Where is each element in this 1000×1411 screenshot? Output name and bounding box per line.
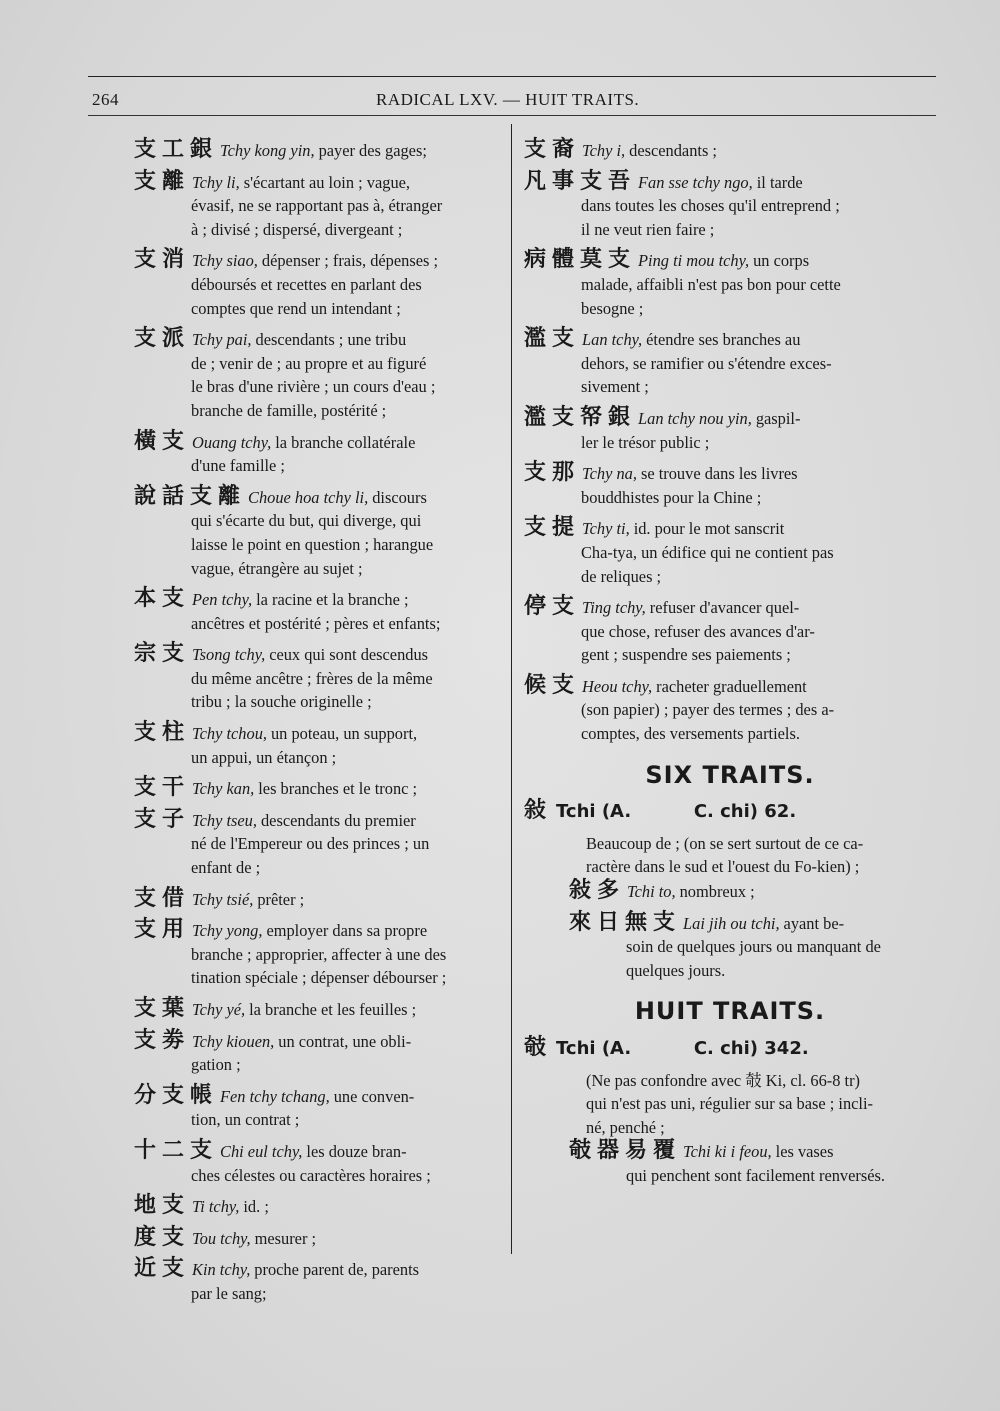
romanization: Chi eul tchy, <box>220 1141 303 1161</box>
headword-characters: 病體莫支 <box>524 247 637 273</box>
definition-continuation: vague, étrangère au sujet ; <box>191 558 363 578</box>
dictionary-entry <box>134 587 502 635</box>
entry-first-line <box>524 406 936 431</box>
romanization: Tchy i, <box>582 141 626 160</box>
entry-first-line <box>134 138 502 163</box>
romanization: Tchy na, <box>582 464 637 484</box>
definition-line: qui n'est pas uni, régulier sur sa base ; incli- <box>586 1094 873 1114</box>
dictionary-entry <box>134 327 502 422</box>
entry-first-line <box>134 430 502 455</box>
definition-continuation: ancêtres et postérité ; pères et enfants; <box>191 613 441 633</box>
definition-continuation: besogne ; <box>581 298 644 318</box>
section-heading-huit-traits: HUIT TRAITS. <box>634 997 826 1026</box>
definition-text: se trouve dans les livres <box>640 464 798 484</box>
definition-text: mesurer ; <box>254 1228 317 1248</box>
headword-characters: 支葉 <box>134 996 191 1021</box>
headword-characters: 說話支離 <box>134 483 247 509</box>
headword-characters: 橫支 <box>134 428 191 454</box>
dictionary-entry <box>134 430 502 478</box>
definition-text: ceux qui sont descendus <box>269 645 429 665</box>
headword-characters: 十二支 <box>134 1137 219 1163</box>
dictionary-entry <box>134 1029 502 1077</box>
definition-continuation: Cha-tya, un édifice qui ne contient pas <box>581 542 834 562</box>
entry-first-line <box>134 997 502 1022</box>
dictionary-entry <box>134 642 502 714</box>
header-rule <box>88 115 936 116</box>
headword-characters: 支派 <box>134 326 191 352</box>
definition-text: discours <box>372 487 427 507</box>
dictionary-entry <box>134 1084 502 1132</box>
definition-continuation: ches célestes ou caractères horaires ; <box>191 1165 431 1185</box>
column-divider <box>511 124 512 1254</box>
definition-continuation: qui s'écarte du but, qui diverge, qui <box>191 511 422 531</box>
definition-continuation: du même ancêtre ; frères de la même <box>191 668 433 688</box>
definition-continuation: quelques jours. <box>626 960 726 980</box>
headword-characters: 支柱 <box>134 720 191 746</box>
definition-text: étendre ses branches au <box>646 330 801 350</box>
definition-text: prêter ; <box>257 889 305 909</box>
definition-text: gaspil- <box>755 408 801 428</box>
dictionary-entry <box>134 1139 502 1187</box>
romanization: Tchy siao, <box>192 251 258 271</box>
radical-reading: Tchi (A. C. chi) 62. <box>556 801 797 823</box>
romanization: Heou tchy, <box>582 676 653 696</box>
definition-text: nombreux ; <box>679 882 755 902</box>
dictionary-entry <box>524 248 936 320</box>
dictionary-entry <box>134 887 502 912</box>
entry-first-line <box>524 327 936 352</box>
dictionary-entry <box>524 674 936 746</box>
entry-first-line <box>524 674 936 699</box>
headword-characters: 停支 <box>524 594 581 620</box>
definition-continuation: à ; divisé ; dispersé, divergeant ; <box>191 219 403 239</box>
headword-characters: 度支 <box>134 1224 191 1250</box>
definition-continuation: le bras d'une rivière ; un cours d'eau ; <box>191 377 436 397</box>
dictionary-entry <box>524 516 936 588</box>
radical-definition <box>524 1069 936 1140</box>
dictionary-entry <box>524 879 936 904</box>
headword-characters: 支裔 <box>524 137 581 162</box>
definition-continuation: de ; venir de ; au propre et au figuré <box>191 353 427 373</box>
romanization: Fan sse tchy ngo, <box>638 172 753 192</box>
entry-first-line <box>134 1139 502 1164</box>
top-rule <box>88 76 936 77</box>
entry-first-line <box>134 776 502 801</box>
dictionary-entry <box>134 997 502 1022</box>
romanization: Tchy kong yin, <box>220 141 315 160</box>
definition-text: refuser d'avancer quel- <box>649 598 800 618</box>
headword-characters: 近支 <box>134 1256 191 1282</box>
romanization: Kin tchy, <box>192 1260 251 1280</box>
headword-characters: 濫支 <box>524 326 581 352</box>
headword-characters: 凡事支吾 <box>524 168 637 194</box>
definition-text: descendants ; <box>629 141 717 160</box>
entry-first-line <box>569 1139 936 1164</box>
definition-text: s'écartant au loin ; vague, <box>243 172 411 192</box>
headword-characters: 敍多 <box>569 878 626 904</box>
dictionary-entry <box>524 595 936 667</box>
dictionary-entry <box>134 170 502 242</box>
entry-first-line <box>134 1257 502 1282</box>
definition-text: les vases <box>775 1142 834 1162</box>
dictionary-entry <box>524 406 936 454</box>
headword-characters: 分支帳 <box>134 1082 219 1108</box>
definition-text: une conven- <box>333 1086 415 1106</box>
dictionary-entry <box>134 138 502 163</box>
romanization: Lan tchy nou yin, <box>638 408 752 428</box>
romanization: Tchy kiouen, <box>192 1031 275 1051</box>
definition-continuation: né de l'Empereur ou des princes ; un <box>191 834 430 854</box>
dictionary-entry <box>524 138 936 163</box>
definition-continuation: branche ; approprier, affecter à une des <box>191 944 447 964</box>
radical-line-huit <box>524 1036 936 1061</box>
definition-text: la branche et les feuilles ; <box>249 1000 417 1019</box>
definition-text: ayant be- <box>783 913 845 933</box>
dictionary-entry <box>134 1194 502 1219</box>
definition-text: un corps <box>753 251 810 271</box>
dictionary-entry <box>134 248 502 320</box>
definition-line: (Ne pas confondre avec 攲 Ki, cl. 66-8 tr) <box>586 1070 860 1090</box>
entry-first-line <box>134 721 502 746</box>
definition-continuation: malade, affaibli n'est pas bon pour cette <box>581 274 841 294</box>
dictionary-entry <box>134 918 502 990</box>
romanization: Tsong tchy, <box>192 645 266 665</box>
entry-first-line <box>569 879 936 904</box>
entry-first-line <box>569 911 936 936</box>
romanization: Tchy tchou, <box>192 724 267 744</box>
radical-reading: Tchi (A. C. chi) 342. <box>556 1038 809 1059</box>
entry-first-line <box>134 642 502 667</box>
entry-first-line <box>524 248 936 273</box>
dictionary-entry <box>134 1257 502 1305</box>
dictionary-entry <box>134 776 502 801</box>
headword-characters: 支那 <box>524 460 581 486</box>
radical-line-six <box>524 799 936 824</box>
romanization: Choue hoa tchy li, <box>248 487 369 507</box>
definition-continuation: dehors, se ramifier ou s'étendre exces- <box>581 353 832 373</box>
definition-continuation: branche de famille, postérité ; <box>191 400 387 420</box>
romanization: Tchi to, <box>627 882 676 902</box>
romanization: Ting tchy, <box>582 598 646 618</box>
definition-text: descendants ; une tribu <box>255 330 407 350</box>
definition-continuation: d'une famille ; <box>191 456 285 476</box>
romanization: Fen tchy tchang, <box>220 1086 330 1106</box>
romanization: Pen tchy, <box>192 590 253 610</box>
dictionary-entry <box>524 461 936 509</box>
radical-character: 攲 <box>524 1035 547 1060</box>
entry-first-line <box>134 1226 502 1251</box>
definition-text: descendants du premier <box>260 810 416 830</box>
romanization: Tchy tsié, <box>192 889 254 909</box>
headword-characters: 支用 <box>134 917 191 943</box>
romanization: Lan tchy, <box>582 330 643 350</box>
definition-continuation: tribu ; la souche originelle ; <box>191 692 372 712</box>
left-column <box>134 138 502 1313</box>
headword-characters: 候支 <box>524 672 581 698</box>
entry-first-line <box>134 887 502 912</box>
definition-text: dépenser ; frais, dépenses ; <box>261 251 439 271</box>
definition-continuation: de reliques ; <box>581 566 662 586</box>
entry-first-line <box>524 595 936 620</box>
headword-characters: 攲器易覆 <box>569 1138 682 1164</box>
romanization: Ti tchy, <box>192 1197 240 1217</box>
definition-text: racheter graduellement <box>656 676 807 696</box>
page-number: 264 <box>92 90 119 109</box>
right-entries <box>524 138 936 746</box>
headword-characters: 支提 <box>524 515 581 541</box>
running-title: RADICAL LXV. — HUIT TRAITS. <box>376 90 640 109</box>
entry-first-line <box>134 1029 502 1054</box>
headword-characters: 宗支 <box>134 641 191 667</box>
definition-text: id. ; <box>243 1197 269 1217</box>
headword-characters: 支工銀 <box>134 137 219 162</box>
headword-characters: 支子 <box>134 806 191 832</box>
definition-continuation: gent ; suspendre ses paiements ; <box>581 645 791 665</box>
definition-continuation: enfant de ; <box>191 858 261 878</box>
six-entries <box>524 879 936 982</box>
romanization: Tchy yong, <box>192 921 263 941</box>
definition-continuation: par le sang; <box>191 1283 267 1303</box>
entry-first-line <box>134 808 502 833</box>
definition-continuation: bouddhistes pour la Chine ; <box>581 487 762 507</box>
definition-text: la racine et la branche ; <box>256 590 409 610</box>
romanization: Tchy tseu, <box>192 810 257 830</box>
definition-continuation: ler le trésor public ; <box>581 432 710 452</box>
huit-entries <box>524 1139 936 1187</box>
definition-continuation: soin de quelques jours ou manquant de <box>626 937 881 957</box>
right-column <box>524 138 936 1195</box>
dictionary-entry <box>134 808 502 880</box>
entry-first-line <box>524 516 936 541</box>
entry-first-line <box>524 461 936 486</box>
dictionary-entry <box>134 1226 502 1251</box>
section-heading-six-traits: SIX TRAITS. <box>645 760 815 789</box>
headword-characters: 濫支帑銀 <box>524 404 637 430</box>
definition-text: les douze bran- <box>306 1141 407 1161</box>
dictionary-entry <box>134 485 502 580</box>
page-header <box>88 86 936 114</box>
definition-continuation: un appui, un étançon ; <box>191 747 337 767</box>
definition-text: un contrat, une obli- <box>278 1031 412 1051</box>
headword-characters: 支干 <box>134 775 191 801</box>
entry-first-line <box>134 1194 502 1219</box>
definition-continuation: comptes que rend un intendant ; <box>191 298 401 318</box>
entry-first-line <box>524 138 936 163</box>
definition-continuation: il ne veut rien faire ; <box>581 219 715 239</box>
dictionary-entry <box>524 1139 936 1187</box>
headword-characters: 支借 <box>134 885 191 911</box>
definition-continuation: laisse le point en question ; harangue <box>191 534 434 554</box>
romanization: Tchy kan, <box>192 779 255 799</box>
definition-continuation: qui penchent sont facilement renversés. <box>626 1165 885 1185</box>
headword-characters: 支劵 <box>134 1027 191 1053</box>
dictionary-entry <box>524 170 936 242</box>
entry-first-line <box>134 1084 502 1109</box>
definition-continuation: déboursés et recettes en parlant des <box>191 274 422 294</box>
entry-first-line <box>134 587 502 612</box>
entry-first-line <box>134 327 502 352</box>
definition-text: les branches et le tronc ; <box>258 779 418 799</box>
dictionary-entry <box>134 721 502 769</box>
definition-continuation: sivement ; <box>581 377 649 397</box>
headword-characters: 支消 <box>134 247 191 273</box>
definition-text: payer des gages; <box>318 141 427 160</box>
headword-characters: 來日無支 <box>569 909 682 935</box>
definition-text: id. pour le mot sanscrit <box>633 519 785 539</box>
romanization: Tchy li, <box>192 172 240 192</box>
definition-line: né, penché ; <box>586 1117 665 1137</box>
entry-first-line <box>134 248 502 273</box>
romanization: Tou tchy, <box>192 1228 251 1248</box>
radical-definition <box>524 832 936 879</box>
romanization: Lai jih ou tchi, <box>683 913 780 933</box>
definition-continuation: évasif, ne se rapportant pas à, étranger <box>191 196 443 216</box>
definition-continuation: dans toutes les choses qu'il entreprend ; <box>581 196 840 216</box>
definition-line: ractère dans le sud et l'ouest du Fo-kien) ; <box>586 857 860 877</box>
definition-text: un poteau, un support, <box>270 724 418 744</box>
definition-continuation: (son papier) ; payer des termes ; des a- <box>581 700 835 720</box>
definition-continuation: tion, un contrat ; <box>191 1110 300 1130</box>
headword-characters: 支離 <box>134 168 191 194</box>
definition-continuation: tination spéciale ; dépenser débourser ; <box>191 968 447 988</box>
dictionary-entry <box>524 327 936 399</box>
entry-first-line <box>134 170 502 195</box>
definition-text: employer dans sa propre <box>266 921 428 941</box>
definition-continuation: gation ; <box>191 1055 241 1075</box>
definition-continuation: que chose, refuser des avances d'ar- <box>581 621 815 641</box>
entry-first-line <box>134 918 502 943</box>
radical-character: 敍 <box>524 798 547 824</box>
romanization: Tchi ki i feou, <box>683 1142 772 1162</box>
entry-first-line <box>134 485 502 510</box>
dictionary-entry <box>524 911 936 983</box>
romanization: Ouang tchy, <box>192 432 272 452</box>
entry-first-line <box>524 170 936 195</box>
definition-text: il tarde <box>756 172 803 192</box>
romanization: Tchy yé, <box>192 1000 246 1019</box>
definition-line: Beaucoup de ; (on se sert surtout de ce ca- <box>586 833 864 853</box>
definition-text: proche parent de, parents <box>254 1260 420 1280</box>
romanization: Tchy pai, <box>192 330 252 350</box>
headword-characters: 本支 <box>134 586 191 612</box>
definition-text: la branche collatérale <box>275 432 416 452</box>
romanization: Ping ti mou tchy, <box>638 251 750 271</box>
headword-characters: 地支 <box>134 1193 191 1219</box>
romanization: Tchy ti, <box>582 519 630 539</box>
definition-continuation: comptes, des versements partiels. <box>581 724 800 744</box>
